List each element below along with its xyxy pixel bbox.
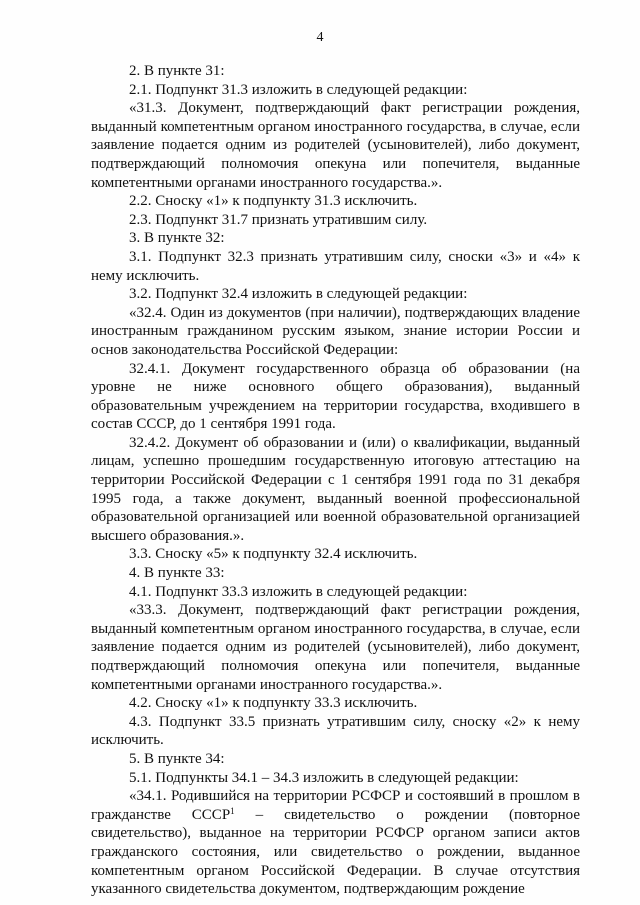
paragraph: 3.2. Подпункт 32.4 изложить в следующей редакции: [129,286,468,303]
page-number: 4 [316,30,324,45]
paragraph: 4.3. Подпункт 33.5 признать утратившим силу, сноску «2» к нему исключить. [91,713,580,749]
paragraph: 3. В пункте 32: [129,230,225,247]
paragraph: 5. В пункте 34: [129,750,225,767]
paragraph: 4. В пункте 33: [129,565,225,582]
paragraph: «33.3. Документ, подтверждающий факт регистрации рождения, выданный компетентным органом иностранного государства, в случае, если заявление подается одним из родителей (усыновителей), либо документ, подтверждающий полномочия опекуна или попечителя, выданные компетентными органами иностранного государства.». [91,602,580,693]
paragraph: 4.1. Подпункт 33.3 изложить в следующей редакции: [129,583,468,600]
paragraph: 2. В пункте 31: [129,63,225,79]
paragraph-text-end: – свидетельство о рождении (повторное свидетельство), выданное на территории РСФСР органом записи актов гражданского состояния, или свидетельство о рождении, выданное компетентным органом Российской Федерации. В случае отсутствия указанного свидетельства документом, подтверждающим рождение [91,806,581,898]
paragraph: 4.2. Сноску «1» к подпункту 33.3 исключить. [129,695,418,712]
paragraph: «32.4. Один из документов (при наличии), подтверждающих владение иностранным гражданином русским языком, знание истории России и основ законодательства Российской Федерации: [91,304,580,358]
paragraph: 32.4.2. Документ об образовании и (или) о квалификации, выданный лицам, успешно прошедшим государственную итоговую аттестацию на территории Российской Федерации с 1 сентября 1991 года по 31 декабря 1995 года, а также документ, выданный военной профессиональной образовательной организацией или военной образовательной организацией высшего образования.». [91,434,580,544]
paragraph: 2.2. Сноску «1» к подпункту 31.3 исключить. [129,193,418,210]
document-body [91,62,580,899]
footnote-marker: 1 [230,805,235,816]
paragraph-last [91,787,580,899]
paragraph: 3.3. Сноску «5» к подпункту 32.4 исключить. [129,546,418,563]
paragraph: 2.1. Подпункт 31.3 изложить в следующей редакции: [129,81,468,98]
paragraph: 3.1. Подпункт 32.3 признать утратившим силу, сноски «3» и «4» к нему исключить. [91,248,580,284]
paragraph: 2.3. Подпункт 31.7 признать утратившим силу. [129,211,428,228]
paragraph: 5.1. Подпункты 34.1 – 34.3 изложить в следующей редакции: [129,769,519,786]
paragraph: «31.3. Документ, подтверждающий факт регистрации рождения, выданный компетентным органом иностранного государства, в случае, если заявление подается одним из родителей (усыновителей), либо документ, подтверждающий полномочия опекуна или попечителя, выданные компетентными органами иностранного государства.». [91,100,580,191]
paragraph: 32.4.1. Документ государственного образца об образовании (на уровне не ниже основного общего образования), выданный образовательным учреждением на территории государства, входившего в состав СССР, до 1 сентября 1991 года. [91,360,580,433]
paragraph-text-start: «34.1. Родившийся на территории РСФСР и состоявший в прошлом в гражданстве СССР [91,788,580,823]
